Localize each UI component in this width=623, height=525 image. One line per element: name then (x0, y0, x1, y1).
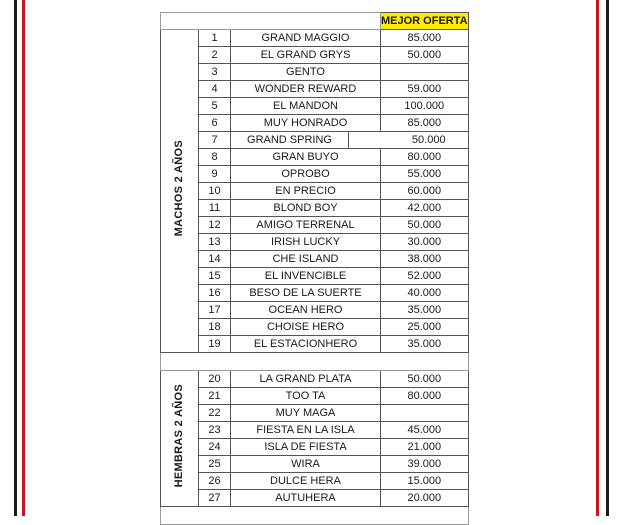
offer-value: 35.000 (381, 302, 469, 319)
table-row (161, 217, 469, 234)
offer-value: 25.000 (381, 319, 469, 336)
table-row (161, 81, 469, 98)
lot-number: 26 (199, 473, 231, 490)
offer-value: 55.000 (381, 166, 469, 183)
offer-value: 39.000 (381, 456, 469, 473)
lot-number: 13 (199, 234, 231, 251)
table-row (161, 47, 469, 64)
left-frame-border (14, 0, 17, 516)
horse-name: EN PRECIO (231, 183, 381, 200)
header-blank-cell (161, 13, 199, 30)
separator-cell (161, 353, 469, 371)
lot-number: 3 (199, 64, 231, 81)
table-row (161, 166, 469, 183)
lot-number: 15 (199, 268, 231, 285)
right-frame-border (606, 0, 609, 516)
table-row (161, 371, 469, 388)
lot-number: 16 (199, 285, 231, 302)
table-row (161, 336, 469, 353)
offer-value (381, 405, 469, 422)
horse-name: DULCE HERA (231, 473, 381, 490)
offer-value (381, 64, 469, 81)
horse-name: EL GRAND GRYS (231, 47, 381, 64)
left-frame-accent (22, 0, 25, 516)
offer-value: 45.000 (381, 422, 469, 439)
lot-number: 23 (199, 422, 231, 439)
horse-name: BESO DE LA SUERTE (231, 285, 381, 302)
table-row (161, 456, 469, 473)
offer-value: 50.000 (381, 47, 469, 64)
horse-name: CHOISE HERO (231, 319, 381, 336)
lot-number: 18 (199, 319, 231, 336)
horse-name: IRISH LUCKY (231, 234, 381, 251)
table-row (161, 422, 469, 439)
horse-name: GRAND MAGGIO (231, 30, 381, 47)
lot-number: 7 (199, 132, 231, 149)
header-blank-cell (199, 13, 231, 30)
horse-name: BLOND BOY (231, 200, 381, 217)
horse-name: GENTO (231, 64, 381, 81)
offer-value: 40.000 (381, 285, 469, 302)
horse-name: MUY HONRADO (231, 115, 381, 132)
offer-value: 60.000 (381, 183, 469, 200)
horse-name: EL INVENCIBLE (231, 268, 381, 285)
offer-value: 38.000 (381, 251, 469, 268)
horse-name: ISLA DE FIESTA (231, 439, 381, 456)
table-row (161, 490, 469, 507)
group-label: MACHOS 2 AÑOS (173, 140, 185, 237)
offer-value: 20.000 (381, 490, 469, 507)
offer-value: 50.000 (381, 371, 469, 388)
table-row (161, 268, 469, 285)
lot-number: 9 (199, 166, 231, 183)
offer-value: 59.000 (381, 81, 469, 98)
table-row (161, 115, 469, 132)
offer-value: 42.000 (381, 200, 469, 217)
table-row (161, 98, 469, 115)
horse-name: OPROBO (231, 166, 381, 183)
lot-number: 25 (199, 456, 231, 473)
offer-value: 80.000 (381, 388, 469, 405)
table-row (161, 200, 469, 217)
lot-number: 5 (199, 98, 231, 115)
horse-name: AMIGO TERRENAL (231, 217, 381, 234)
lot-number: 1 (199, 30, 231, 47)
offer-value: 50.000 (349, 132, 469, 149)
offer-value: 100.000 (381, 98, 469, 115)
lot-number: 19 (199, 336, 231, 353)
lot-number: 22 (199, 405, 231, 422)
offer-value: 50.000 (381, 217, 469, 234)
group-label: HEMBRAS 2 AÑOS (173, 384, 185, 488)
horse-name: CHE ISLAND (231, 251, 381, 268)
table-row (161, 319, 469, 336)
lot-number: 21 (199, 388, 231, 405)
horse-name: AUTUHERA (231, 490, 381, 507)
horse-name: GRAN BUYO (231, 149, 381, 166)
table-row (161, 64, 469, 81)
horse-name: EL ESTACIONHERO (231, 336, 381, 353)
offer-value: 35.000 (381, 336, 469, 353)
table-row (161, 132, 469, 149)
lot-number: 10 (199, 183, 231, 200)
offers-table (160, 12, 469, 525)
table-row (161, 251, 469, 268)
lot-number: 4 (199, 81, 231, 98)
offer-value: 85.000 (381, 115, 469, 132)
offer-value: 52.000 (381, 268, 469, 285)
offer-value: 15.000 (381, 473, 469, 490)
lot-number: 8 (199, 149, 231, 166)
lot-number: 2 (199, 47, 231, 64)
horse-name: EL MANDON (231, 98, 381, 115)
lot-number: 12 (199, 217, 231, 234)
horse-name: FIESTA EN LA ISLA (231, 422, 381, 439)
table-row (161, 234, 469, 251)
table-row (161, 183, 469, 200)
offer-value: 85.000 (381, 30, 469, 47)
horse-name: OCEAN HERO (231, 302, 381, 319)
horse-name: LA GRAND PLATA (231, 371, 381, 388)
separator-row (161, 353, 469, 371)
best-offer-header: MEJOR OFERTA (381, 13, 469, 30)
group-label-cell (161, 30, 199, 353)
header-blank-cell (231, 13, 381, 30)
table-row (161, 149, 469, 166)
group-label-cell (161, 371, 199, 507)
right-frame-accent (596, 0, 599, 516)
offer-value: 80.000 (381, 149, 469, 166)
horse-name: TOO TA (231, 388, 381, 405)
horse-name: GRAND SPRING (231, 132, 349, 149)
lot-number: 14 (199, 251, 231, 268)
table-row (161, 439, 469, 456)
offer-value: 21.000 (381, 439, 469, 456)
table-row (161, 388, 469, 405)
header-row (161, 13, 469, 30)
lot-number: 6 (199, 115, 231, 132)
table-row (161, 473, 469, 490)
table-row (161, 302, 469, 319)
horse-name: WONDER REWARD (231, 81, 381, 98)
horse-name: MUY MAGA (231, 405, 381, 422)
lot-number: 24 (199, 439, 231, 456)
table-row (161, 285, 469, 302)
offer-value: 30.000 (381, 234, 469, 251)
horse-name: WIRA (231, 456, 381, 473)
lot-number: 27 (199, 490, 231, 507)
lot-number: 11 (199, 200, 231, 217)
table-row (161, 405, 469, 422)
table-row (161, 30, 469, 47)
lot-number: 17 (199, 302, 231, 319)
lot-number: 20 (199, 371, 231, 388)
